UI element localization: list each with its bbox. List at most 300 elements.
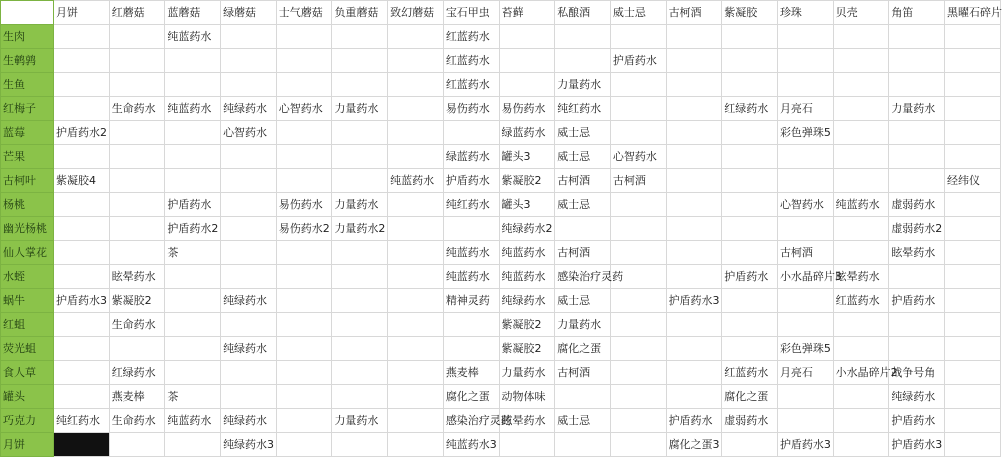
grid-cell[interactable]: 月亮石	[777, 97, 833, 121]
grid-cell[interactable]	[165, 169, 221, 193]
row-label[interactable]: 蜗牛	[1, 289, 54, 313]
grid-cell[interactable]: 燕麦棒	[109, 385, 165, 409]
grid-cell[interactable]	[109, 241, 165, 265]
row-label[interactable]: 仙人掌花	[1, 241, 54, 265]
grid-cell[interactable]	[777, 169, 833, 193]
grid-cell[interactable]	[945, 313, 1001, 337]
grid-cell[interactable]	[833, 409, 889, 433]
grid-cell[interactable]: 眩晕药水	[109, 265, 165, 289]
grid-cell[interactable]: 纯蓝药水	[833, 193, 889, 217]
grid-cell[interactable]	[722, 313, 778, 337]
grid-cell[interactable]: 感染治疗灵药	[555, 265, 611, 289]
grid-cell[interactable]	[109, 169, 165, 193]
grid-cell[interactable]	[777, 145, 833, 169]
grid-cell[interactable]	[388, 49, 444, 73]
grid-cell[interactable]	[109, 49, 165, 73]
grid-cell[interactable]	[610, 313, 666, 337]
grid-cell[interactable]	[276, 313, 332, 337]
grid-cell[interactable]: 生命药水	[109, 409, 165, 433]
grid-cell[interactable]: 护盾药水2	[54, 121, 110, 145]
grid-cell[interactable]	[666, 193, 722, 217]
row-label[interactable]: 巧克力	[1, 409, 54, 433]
grid-cell[interactable]	[945, 337, 1001, 361]
grid-cell[interactable]	[109, 73, 165, 97]
row-label[interactable]: 食人草	[1, 361, 54, 385]
grid-cell[interactable]	[276, 337, 332, 361]
column-header[interactable]: 威士忌	[610, 1, 666, 25]
grid-cell[interactable]	[833, 313, 889, 337]
row-label[interactable]: 幽光杨桃	[1, 217, 54, 241]
grid-cell[interactable]: 绿蓝药水	[443, 145, 499, 169]
grid-cell[interactable]: 经纬仪	[945, 169, 1001, 193]
grid-cell[interactable]	[388, 265, 444, 289]
grid-cell[interactable]: 护盾药水	[443, 169, 499, 193]
grid-cell[interactable]	[833, 337, 889, 361]
grid-cell[interactable]	[945, 409, 1001, 433]
grid-cell[interactable]	[388, 73, 444, 97]
grid-cell[interactable]	[722, 121, 778, 145]
grid-cell[interactable]	[610, 409, 666, 433]
grid-cell[interactable]	[889, 49, 945, 73]
row-label[interactable]: 水蛭	[1, 265, 54, 289]
grid-cell[interactable]	[276, 409, 332, 433]
grid-cell[interactable]: 紫凝胶4	[54, 169, 110, 193]
grid-cell[interactable]	[777, 385, 833, 409]
grid-cell[interactable]: 纯蓝药水	[388, 169, 444, 193]
grid-cell[interactable]	[666, 169, 722, 193]
grid-cell[interactable]	[388, 25, 444, 49]
grid-cell[interactable]: 红绿药水	[722, 97, 778, 121]
row-label[interactable]: 荧光蛆	[1, 337, 54, 361]
grid-cell[interactable]	[666, 313, 722, 337]
grid-cell[interactable]	[722, 73, 778, 97]
grid-cell[interactable]	[276, 433, 332, 457]
grid-cell[interactable]	[722, 193, 778, 217]
grid-cell[interactable]: 护盾药水	[610, 49, 666, 73]
grid-cell[interactable]: 红蓝药水	[443, 73, 499, 97]
grid-cell[interactable]	[332, 25, 388, 49]
grid-cell[interactable]	[54, 385, 110, 409]
grid-cell[interactable]: 感染治疗灵药	[443, 409, 499, 433]
grid-cell[interactable]: 古柯酒	[777, 241, 833, 265]
column-header[interactable]: 珍珠	[777, 1, 833, 25]
grid-cell[interactable]	[777, 289, 833, 313]
grid-cell[interactable]	[332, 265, 388, 289]
grid-cell[interactable]: 燕麦棒	[443, 361, 499, 385]
grid-cell[interactable]: 护盾药水2	[165, 217, 221, 241]
grid-cell[interactable]	[54, 25, 110, 49]
grid-cell[interactable]	[777, 25, 833, 49]
column-header[interactable]: 红蘑菇	[109, 1, 165, 25]
grid-cell[interactable]	[666, 97, 722, 121]
grid-cell[interactable]: 红蓝药水	[443, 49, 499, 73]
grid-cell[interactable]	[722, 169, 778, 193]
grid-cell[interactable]: 纯红药水	[443, 193, 499, 217]
grid-cell[interactable]	[889, 265, 945, 289]
grid-cell[interactable]: 力量药水	[499, 361, 555, 385]
grid-cell[interactable]	[833, 145, 889, 169]
grid-cell[interactable]	[109, 217, 165, 241]
grid-cell[interactable]: 生命药水	[109, 313, 165, 337]
grid-cell[interactable]: 纯红药水	[54, 409, 110, 433]
grid-cell[interactable]	[610, 193, 666, 217]
grid-cell[interactable]: 小水晶碎片2	[833, 361, 889, 385]
grid-cell[interactable]	[165, 73, 221, 97]
grid-cell[interactable]	[276, 49, 332, 73]
grid-cell[interactable]	[945, 145, 1001, 169]
grid-cell[interactable]	[833, 433, 889, 457]
grid-cell[interactable]	[833, 97, 889, 121]
grid-cell[interactable]	[332, 49, 388, 73]
grid-cell[interactable]	[945, 25, 1001, 49]
grid-cell[interactable]	[109, 433, 165, 457]
grid-cell[interactable]	[777, 313, 833, 337]
grid-cell[interactable]	[54, 97, 110, 121]
grid-cell[interactable]	[555, 217, 611, 241]
grid-cell[interactable]	[165, 337, 221, 361]
grid-cell[interactable]	[332, 385, 388, 409]
grid-cell[interactable]	[109, 145, 165, 169]
grid-cell[interactable]: 力量药水	[332, 409, 388, 433]
grid-cell[interactable]	[666, 241, 722, 265]
grid-cell[interactable]	[332, 73, 388, 97]
grid-cell[interactable]: 绿蓝药水	[499, 121, 555, 145]
row-label[interactable]: 生鱼	[1, 73, 54, 97]
grid-cell[interactable]	[54, 337, 110, 361]
grid-cell[interactable]: 力量药水	[555, 73, 611, 97]
grid-cell[interactable]	[889, 169, 945, 193]
column-header[interactable]: 蓝蘑菇	[165, 1, 221, 25]
grid-cell[interactable]: 古柯酒	[555, 361, 611, 385]
grid-cell[interactable]	[332, 241, 388, 265]
row-label[interactable]: 杨桃	[1, 193, 54, 217]
row-label[interactable]: 生肉	[1, 25, 54, 49]
grid-cell[interactable]	[666, 265, 722, 289]
grid-cell[interactable]	[332, 313, 388, 337]
grid-cell[interactable]: 纯蓝药水	[165, 25, 221, 49]
grid-cell[interactable]: 力量药水	[332, 97, 388, 121]
grid-cell[interactable]: 眩晕药水	[499, 409, 555, 433]
grid-cell[interactable]	[165, 433, 221, 457]
grid-cell[interactable]	[722, 217, 778, 241]
grid-cell[interactable]	[221, 265, 277, 289]
grid-cell[interactable]	[165, 121, 221, 145]
column-header[interactable]: 绿蘑菇	[221, 1, 277, 25]
grid-cell[interactable]	[54, 73, 110, 97]
grid-cell[interactable]: 古柯酒	[555, 169, 611, 193]
grid-cell[interactable]: 纯绿药水	[221, 409, 277, 433]
grid-cell[interactable]	[945, 49, 1001, 73]
grid-cell[interactable]: 战争号角	[889, 361, 945, 385]
grid-cell[interactable]: 威士忌	[555, 289, 611, 313]
grid-cell[interactable]	[109, 193, 165, 217]
grid-cell[interactable]: 古柯酒	[610, 169, 666, 193]
grid-cell[interactable]: 易伤药水2	[276, 217, 332, 241]
grid-cell[interactable]	[388, 121, 444, 145]
grid-cell[interactable]	[610, 25, 666, 49]
grid-cell[interactable]: 茶	[165, 241, 221, 265]
grid-cell[interactable]	[833, 73, 889, 97]
column-header[interactable]: 宝石甲虫	[443, 1, 499, 25]
grid-cell[interactable]	[833, 49, 889, 73]
grid-cell[interactable]	[610, 385, 666, 409]
grid-cell[interactable]	[388, 97, 444, 121]
grid-cell[interactable]	[666, 145, 722, 169]
grid-cell[interactable]	[499, 49, 555, 73]
grid-cell[interactable]	[833, 241, 889, 265]
grid-cell[interactable]: 纯蓝药水	[165, 97, 221, 121]
column-header[interactable]: 负重蘑菇	[332, 1, 388, 25]
grid-cell[interactable]: 易伤药水	[499, 97, 555, 121]
grid-cell[interactable]	[722, 145, 778, 169]
grid-cell[interactable]: 眩晕药水	[833, 265, 889, 289]
grid-cell[interactable]: 护盾药水	[889, 289, 945, 313]
column-header[interactable]: 士气蘑菇	[276, 1, 332, 25]
grid-cell[interactable]: 腐化之蛋3	[666, 433, 722, 457]
grid-cell[interactable]	[221, 73, 277, 97]
grid-cell[interactable]	[610, 73, 666, 97]
grid-cell[interactable]	[722, 49, 778, 73]
row-label[interactable]: 罐头	[1, 385, 54, 409]
grid-cell[interactable]: 罐头3	[499, 145, 555, 169]
grid-cell[interactable]: 易伤药水	[443, 97, 499, 121]
grid-cell[interactable]	[889, 25, 945, 49]
grid-cell[interactable]	[610, 289, 666, 313]
grid-cell[interactable]	[332, 169, 388, 193]
grid-cell[interactable]	[945, 289, 1001, 313]
grid-cell[interactable]	[722, 241, 778, 265]
grid-cell[interactable]	[109, 337, 165, 361]
grid-cell[interactable]	[332, 289, 388, 313]
grid-cell[interactable]	[54, 313, 110, 337]
grid-cell[interactable]	[221, 385, 277, 409]
grid-cell[interactable]: 红蓝药水	[722, 361, 778, 385]
grid-cell[interactable]	[54, 193, 110, 217]
grid-cell[interactable]	[666, 49, 722, 73]
grid-cell[interactable]	[833, 217, 889, 241]
grid-cell[interactable]	[221, 169, 277, 193]
grid-cell[interactable]	[777, 49, 833, 73]
grid-cell[interactable]	[221, 313, 277, 337]
grid-cell[interactable]: 纯蓝药水	[165, 409, 221, 433]
grid-cell[interactable]	[165, 313, 221, 337]
grid-cell[interactable]	[165, 289, 221, 313]
grid-cell[interactable]: 纯绿药水2	[499, 217, 555, 241]
grid-cell[interactable]	[332, 337, 388, 361]
grid-cell[interactable]: 护盾药水	[165, 193, 221, 217]
grid-cell[interactable]	[54, 217, 110, 241]
grid-cell[interactable]	[555, 385, 611, 409]
grid-cell[interactable]	[610, 97, 666, 121]
grid-cell[interactable]	[276, 121, 332, 145]
grid-cell[interactable]	[388, 313, 444, 337]
grid-cell[interactable]: 护盾药水3	[889, 433, 945, 457]
grid-cell[interactable]: 腐化之蛋	[443, 385, 499, 409]
grid-cell[interactable]: 纯绿药水	[221, 337, 277, 361]
grid-cell[interactable]	[332, 433, 388, 457]
grid-cell[interactable]	[109, 121, 165, 145]
grid-cell[interactable]	[388, 385, 444, 409]
grid-cell[interactable]	[332, 145, 388, 169]
grid-cell[interactable]	[889, 337, 945, 361]
grid-cell[interactable]	[777, 409, 833, 433]
grid-cell[interactable]	[833, 25, 889, 49]
grid-cell[interactable]	[666, 217, 722, 241]
grid-cell[interactable]: 腐化之蛋	[722, 385, 778, 409]
grid-cell[interactable]	[221, 361, 277, 385]
grid-cell[interactable]: 心智药水	[276, 97, 332, 121]
grid-cell[interactable]: 心智药水	[610, 145, 666, 169]
row-label[interactable]: 生鹌鹑	[1, 49, 54, 73]
grid-cell[interactable]	[945, 193, 1001, 217]
grid-cell[interactable]: 威士忌	[555, 409, 611, 433]
grid-cell[interactable]	[722, 337, 778, 361]
grid-cell[interactable]	[945, 97, 1001, 121]
grid-cell[interactable]	[945, 241, 1001, 265]
grid-cell[interactable]: 纯蓝药水	[443, 265, 499, 289]
grid-cell[interactable]: 心智药水	[777, 193, 833, 217]
grid-cell[interactable]: 眩晕药水	[889, 241, 945, 265]
grid-cell[interactable]: 纯绿药水	[889, 385, 945, 409]
grid-cell[interactable]: 虚弱药水	[889, 193, 945, 217]
grid-cell[interactable]: 力量药水	[555, 313, 611, 337]
grid-cell[interactable]	[221, 217, 277, 241]
grid-cell[interactable]: 易伤药水	[276, 193, 332, 217]
grid-cell[interactable]	[945, 265, 1001, 289]
row-label[interactable]: 红蛆	[1, 313, 54, 337]
grid-cell[interactable]	[722, 25, 778, 49]
grid-cell[interactable]	[666, 25, 722, 49]
grid-cell[interactable]	[777, 73, 833, 97]
grid-cell[interactable]: 纯红药水	[555, 97, 611, 121]
grid-cell[interactable]: 精神灵药	[443, 289, 499, 313]
grid-cell[interactable]	[443, 337, 499, 361]
grid-cell[interactable]: 纯绿药水3	[221, 433, 277, 457]
grid-cell[interactable]	[666, 361, 722, 385]
grid-cell[interactable]: 小水晶碎片3	[777, 265, 833, 289]
grid-cell[interactable]	[221, 145, 277, 169]
grid-cell[interactable]	[666, 73, 722, 97]
grid-cell[interactable]: 力量药水	[332, 193, 388, 217]
grid-cell[interactable]: 心智药水	[221, 121, 277, 145]
grid-cell[interactable]	[666, 337, 722, 361]
grid-cell[interactable]	[221, 193, 277, 217]
grid-cell[interactable]: 红绿药水	[109, 361, 165, 385]
grid-cell[interactable]: 红蓝药水	[443, 25, 499, 49]
grid-cell[interactable]	[666, 121, 722, 145]
grid-cell[interactable]	[945, 217, 1001, 241]
grid-cell[interactable]: 纯绿药水	[499, 289, 555, 313]
grid-cell[interactable]	[221, 241, 277, 265]
column-header[interactable]: 私酿酒	[555, 1, 611, 25]
grid-cell[interactable]	[276, 289, 332, 313]
grid-cell[interactable]	[833, 121, 889, 145]
grid-cell[interactable]: 紫凝胶2	[499, 169, 555, 193]
grid-cell[interactable]	[555, 49, 611, 73]
grid-cell[interactable]	[945, 433, 1001, 457]
grid-cell[interactable]: 力量药水2	[332, 217, 388, 241]
grid-cell[interactable]: 威士忌	[555, 193, 611, 217]
column-header[interactable]: 紫凝胶	[722, 1, 778, 25]
grid-cell[interactable]	[889, 313, 945, 337]
grid-cell[interactable]: 威士忌	[555, 145, 611, 169]
column-header[interactable]: 黑曜石碎片	[945, 1, 1001, 25]
row-label[interactable]: 蓝莓	[1, 121, 54, 145]
grid-cell[interactable]	[945, 385, 1001, 409]
grid-cell[interactable]	[610, 433, 666, 457]
grid-cell[interactable]	[165, 49, 221, 73]
grid-cell[interactable]	[276, 25, 332, 49]
grid-cell[interactable]: 罐头3	[499, 193, 555, 217]
grid-cell[interactable]	[833, 385, 889, 409]
column-header[interactable]: 苔藓	[499, 1, 555, 25]
grid-cell[interactable]	[276, 241, 332, 265]
grid-cell[interactable]: 护盾药水	[889, 409, 945, 433]
grid-cell[interactable]	[722, 289, 778, 313]
grid-cell[interactable]	[165, 265, 221, 289]
grid-cell[interactable]	[443, 217, 499, 241]
grid-cell[interactable]	[54, 49, 110, 73]
grid-cell[interactable]	[945, 121, 1001, 145]
grid-cell[interactable]	[54, 241, 110, 265]
grid-cell[interactable]	[443, 121, 499, 145]
row-label[interactable]: 古柯叶	[1, 169, 54, 193]
grid-cell[interactable]: 纯蓝药水	[499, 265, 555, 289]
column-header[interactable]: 贝壳	[833, 1, 889, 25]
grid-cell[interactable]: 虚弱药水2	[889, 217, 945, 241]
grid-cell[interactable]	[889, 121, 945, 145]
grid-cell[interactable]	[221, 49, 277, 73]
grid-cell[interactable]	[499, 25, 555, 49]
grid-cell[interactable]	[276, 265, 332, 289]
grid-cell[interactable]	[610, 361, 666, 385]
grid-cell[interactable]	[332, 121, 388, 145]
grid-cell[interactable]	[332, 361, 388, 385]
column-header[interactable]: 角笛	[889, 1, 945, 25]
grid-cell[interactable]	[388, 145, 444, 169]
grid-cell[interactable]: 纯蓝药水	[443, 241, 499, 265]
grid-cell[interactable]	[889, 145, 945, 169]
row-label[interactable]: 月饼	[1, 433, 54, 457]
grid-cell[interactable]: 虚弱药水	[722, 409, 778, 433]
grid-cell[interactable]	[388, 217, 444, 241]
grid-cell[interactable]: 紫凝胶2	[499, 313, 555, 337]
column-header[interactable]: 月饼	[54, 1, 110, 25]
grid-cell[interactable]	[221, 25, 277, 49]
grid-cell[interactable]	[722, 433, 778, 457]
grid-cell[interactable]	[54, 433, 110, 457]
grid-cell[interactable]	[388, 409, 444, 433]
grid-cell[interactable]	[54, 361, 110, 385]
grid-cell[interactable]: 护盾药水	[722, 265, 778, 289]
grid-cell[interactable]	[555, 25, 611, 49]
grid-cell[interactable]: 纯绿药水	[221, 97, 277, 121]
grid-cell[interactable]: 护盾药水3	[54, 289, 110, 313]
grid-cell[interactable]: 力量药水	[889, 97, 945, 121]
grid-cell[interactable]	[610, 121, 666, 145]
grid-cell[interactable]: 威士忌	[555, 121, 611, 145]
grid-cell[interactable]	[555, 433, 611, 457]
grid-cell[interactable]: 紫凝胶2	[109, 289, 165, 313]
grid-cell[interactable]	[54, 145, 110, 169]
grid-cell[interactable]: 紫凝胶2	[499, 337, 555, 361]
grid-cell[interactable]	[276, 73, 332, 97]
column-header[interactable]: 古柯酒	[666, 1, 722, 25]
grid-cell[interactable]: 古柯酒	[555, 241, 611, 265]
grid-cell[interactable]	[610, 241, 666, 265]
grid-cell[interactable]	[499, 433, 555, 457]
grid-cell[interactable]	[610, 337, 666, 361]
